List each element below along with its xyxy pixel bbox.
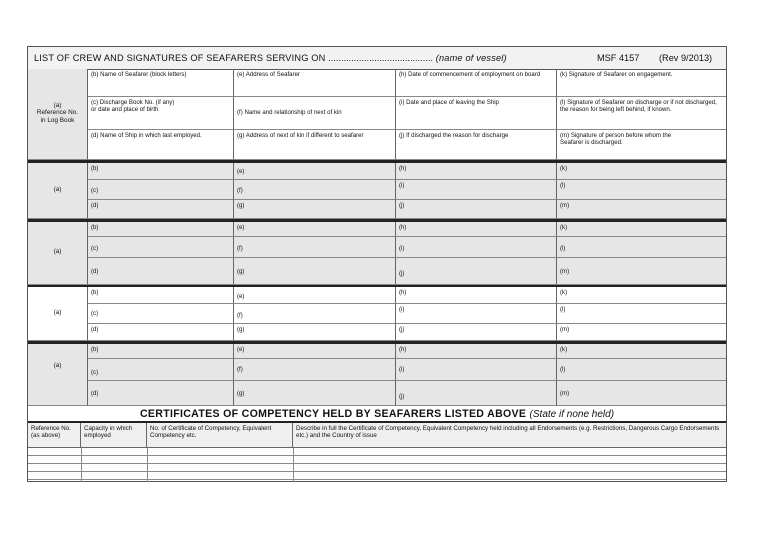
entry-field-m[interactable]: (m)	[557, 200, 726, 219]
form-revision: (Rev 9/2013)	[659, 53, 713, 63]
form-title: LIST OF CREW AND SIGNATURES OF SEAFARERS SERVING ON	[34, 53, 326, 63]
entry-field-g[interactable]: (g)	[234, 324, 396, 341]
crew-list-form	[27, 46, 727, 482]
form-number: MSF 4157	[597, 53, 640, 63]
cert-column-rule	[81, 448, 82, 482]
entry-field-e[interactable]: (e)	[234, 222, 396, 237]
header-l: (l) Signature of Seafarer on discharge or if not discharged, the reason for being left behind, if known.	[557, 97, 726, 130]
header-e: (e) Address of Seafarer	[234, 69, 396, 97]
entry-ref-cell[interactable]: (a)	[28, 344, 88, 406]
cert-header-description: Describe in full the Certificate of Competency, Equivalent Competency held including all Endorsements (e.g. Restrictions, Dangerous Cargo Endorsements etc.) and the Country of issue	[293, 423, 726, 448]
entry-field-h[interactable]: (h)	[396, 344, 557, 359]
entry-field-d[interactable]: (d)	[88, 381, 234, 406]
entry-field-i[interactable]: (i)	[396, 359, 557, 381]
entry-field-k[interactable]: (k)	[557, 344, 726, 359]
entry-field-f[interactable]: (f)	[234, 180, 396, 200]
entry-field-f[interactable]: (f)	[234, 237, 396, 258]
entry-field-g[interactable]: (g)	[234, 381, 396, 406]
cert-row[interactable]	[28, 463, 726, 464]
entry-field-d[interactable]: (d)	[88, 258, 234, 285]
entry-field-g[interactable]: (g)	[234, 200, 396, 219]
entry-field-h[interactable]: (h)	[396, 163, 557, 180]
header-k: (k) Signature of Seafarer on engagement.	[557, 69, 726, 97]
entry-field-l[interactable]: (l)	[557, 304, 726, 324]
entry-field-e[interactable]: (e)	[234, 344, 396, 359]
header-ref-cell: (a) Reference No. in Log Book	[28, 69, 88, 160]
entry-ref-cell[interactable]: (a)	[28, 222, 88, 285]
cert-column-rule	[147, 448, 148, 482]
entry-field-k[interactable]: (k)	[557, 163, 726, 180]
cert-column-rule	[293, 448, 294, 482]
cert-header-certificate-no: No. of Certificate of Competency, Equivalent Competency etc.	[147, 423, 293, 448]
certificates-title-line	[28, 407, 726, 421]
entry-field-e[interactable]: (e)	[234, 287, 396, 304]
entry-field-j[interactable]: (j)	[396, 200, 557, 219]
form-header	[28, 47, 726, 70]
entry-field-b[interactable]: (b)	[88, 344, 234, 359]
vessel-note: (name of vessel)	[435, 53, 507, 63]
header-g: (g) Address of next of kin if different to seafarer	[234, 130, 396, 160]
entry-field-j[interactable]: (j)	[396, 324, 557, 341]
header-j: (j) If discharged the reason for discharge	[396, 130, 557, 160]
entry-field-c[interactable]: (c)	[88, 237, 234, 258]
header-b: (b) Name of Seafarer (block letters)	[88, 69, 234, 97]
entry-field-j[interactable]: (j)	[396, 381, 557, 406]
entry-field-c[interactable]: (c)	[88, 304, 234, 324]
header-d: (d) Name of Ship in which last employed.	[88, 130, 234, 160]
entry-field-i[interactable]: (i)	[396, 180, 557, 200]
vessel-name-field[interactable]: .........................................	[328, 53, 433, 63]
entry-field-f[interactable]: (f)	[234, 304, 396, 324]
entry-ref-cell[interactable]: (a)	[28, 163, 88, 219]
cert-header-capacity: Capacity in which employed	[81, 423, 147, 448]
entry-field-d[interactable]: (d)	[88, 324, 234, 341]
entry-field-m[interactable]: (m)	[557, 381, 726, 406]
header-h: (h) Date of commencement of employment on board	[396, 69, 557, 97]
entry-field-h[interactable]: (h)	[396, 222, 557, 237]
cert-header-reference: Reference No. (as above)	[28, 423, 81, 448]
entry-field-j[interactable]: (j)	[396, 258, 557, 285]
entry-field-f[interactable]: (f)	[234, 359, 396, 381]
entry-field-b[interactable]: (b)	[88, 287, 234, 304]
header-m: (m) Signature of person before whom the Seafarer is discharged.	[557, 130, 726, 160]
entry-field-i[interactable]: (i)	[396, 304, 557, 324]
cert-row[interactable]	[28, 479, 726, 480]
cert-row[interactable]	[28, 471, 726, 472]
form-title-line	[34, 47, 507, 69]
entry-field-b[interactable]: (b)	[88, 163, 234, 180]
entry-field-k[interactable]: (k)	[557, 287, 726, 304]
header-f: (f) Name and relationship of next of kin	[234, 97, 396, 130]
entry-field-c[interactable]: (c)	[88, 180, 234, 200]
entry-field-l[interactable]: (l)	[557, 237, 726, 258]
certificates-title: CERTIFICATES OF COMPETENCY HELD BY SEAFARERS LISTED ABOVE	[139, 408, 527, 420]
entry-field-m[interactable]: (m)	[557, 324, 726, 341]
entry-field-i[interactable]: (i)	[396, 237, 557, 258]
entry-field-l[interactable]: (l)	[557, 180, 726, 200]
entry-ref-cell[interactable]: (a)	[28, 287, 88, 341]
entry-field-e[interactable]: (e)	[234, 163, 396, 180]
header-i: (i) Date and place of leaving the Ship	[396, 97, 557, 130]
entry-field-g[interactable]: (g)	[234, 258, 396, 285]
entry-field-b[interactable]: (b)	[88, 222, 234, 237]
entry-field-c[interactable]: (c)	[88, 359, 234, 381]
entry-field-k[interactable]: (k)	[557, 222, 726, 237]
cert-row[interactable]	[28, 455, 726, 456]
entry-field-m[interactable]: (m)	[557, 258, 726, 285]
entry-field-d[interactable]: (d)	[88, 200, 234, 219]
header-c: (c) Discharge Book No. (if any) or date and place of birth	[88, 97, 234, 130]
certificates-note: (State if none held)	[529, 409, 615, 420]
entry-field-h[interactable]: (h)	[396, 287, 557, 304]
entry-field-l[interactable]: (l)	[557, 359, 726, 381]
